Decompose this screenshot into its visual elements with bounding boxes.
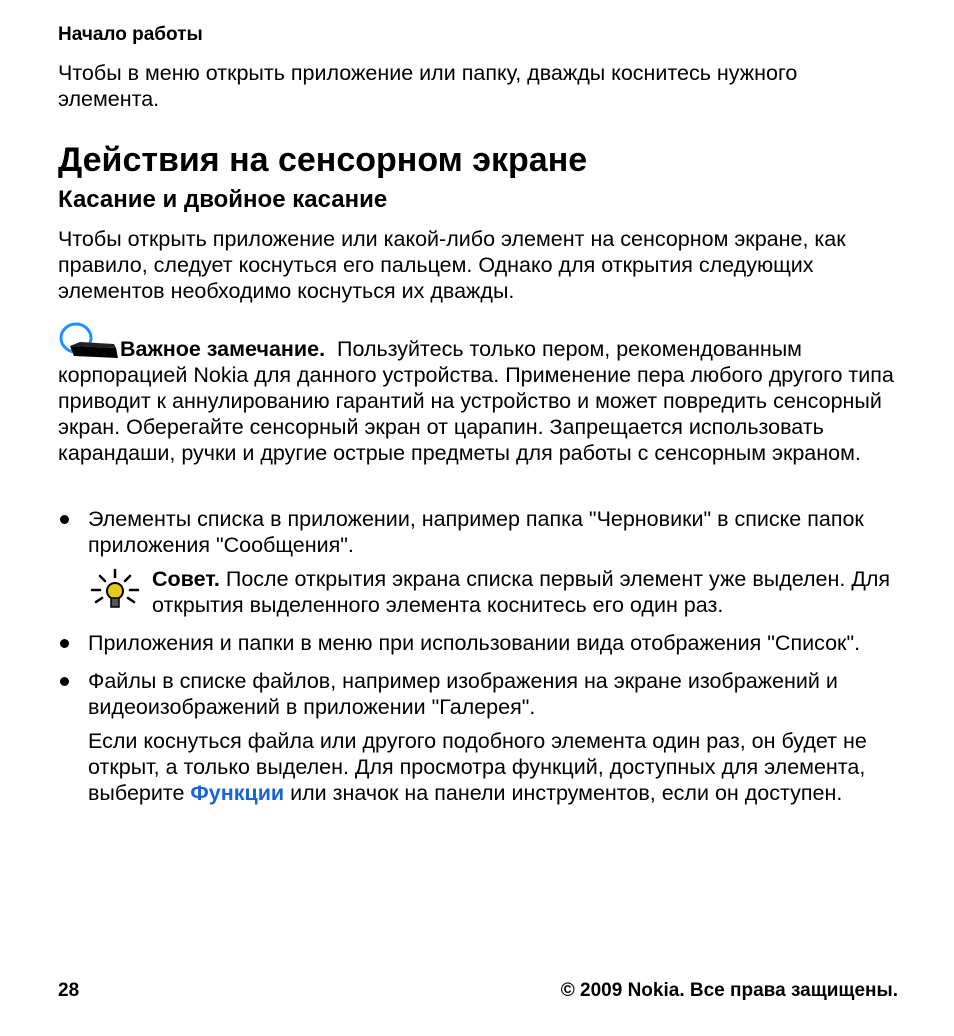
extra-text-before: Если коснуться файла или другого подобного элемента один раз, он будет не открыт, а только выделен. Для просмотра функций, доступных для элемента, выберите (88, 729, 867, 805)
bullet-list (58, 506, 898, 806)
intro-paragraph: Чтобы в меню открыть приложение или папку, дважды коснитесь нужного элемента. (58, 61, 798, 111)
section-subtitle: Касание и двойное касание (58, 186, 388, 213)
tip-text: После открытия экрана списка первый элемент уже выделен. Для открытия выделенного элемента коснитесь его один раз. (152, 567, 891, 617)
functions-link[interactable]: Функции (190, 781, 285, 805)
warning-stylus-icon (58, 318, 120, 360)
bullet-icon (60, 515, 69, 524)
page-number: 28 (58, 980, 80, 1001)
list-item-text: Приложения и папки в меню при использовании вида отображения "Список". (88, 631, 861, 655)
important-note (58, 318, 898, 466)
list-item-extra (88, 728, 898, 806)
extra-text-after: или значок на панели инструментов, если он доступен. (290, 781, 843, 805)
note-label: Важное замечание. (120, 337, 326, 361)
list-item (58, 668, 898, 806)
note-text: Пользуйтесь только пером, рекомендованным корпорацией Nokia для данного устройства. Применение пера любого другого типа приводит к аннулированию гарантий на устройство и может повредить сенсорный экран. Оберегайте сенсорный экран от царапин. Запрещается использовать карандаши, ручки и другие острые предметы для работы с сенсорным экраном. (58, 337, 894, 465)
bullet-icon (60, 677, 69, 686)
list-item-text: Элементы списка в приложении, например папка "Черновики" в списке папок приложения "Сообщения". (88, 507, 864, 557)
list-item-text: Файлы в списке файлов, например изображения на экране изображений и видеоизображений в приложении "Галерея". (88, 669, 838, 719)
list-item (58, 506, 898, 558)
tip-label: Совет. (152, 567, 220, 591)
copyright: © 2009 Nokia. Все права защищены. (560, 980, 898, 1001)
page-title: Действия на сенсорном экране (58, 141, 588, 179)
lightbulb-icon (88, 568, 142, 612)
section-label: Начало работы (58, 24, 203, 45)
tip-box (58, 566, 898, 618)
list-item (58, 630, 898, 656)
touch-paragraph: Чтобы открыть приложение или какой-либо элемент на сенсорном экране, как правило, следует коснуться его пальцем. Однако для открытия следующих элементов необходимо коснуться их дважды. (58, 227, 846, 303)
bullet-icon (60, 639, 69, 648)
